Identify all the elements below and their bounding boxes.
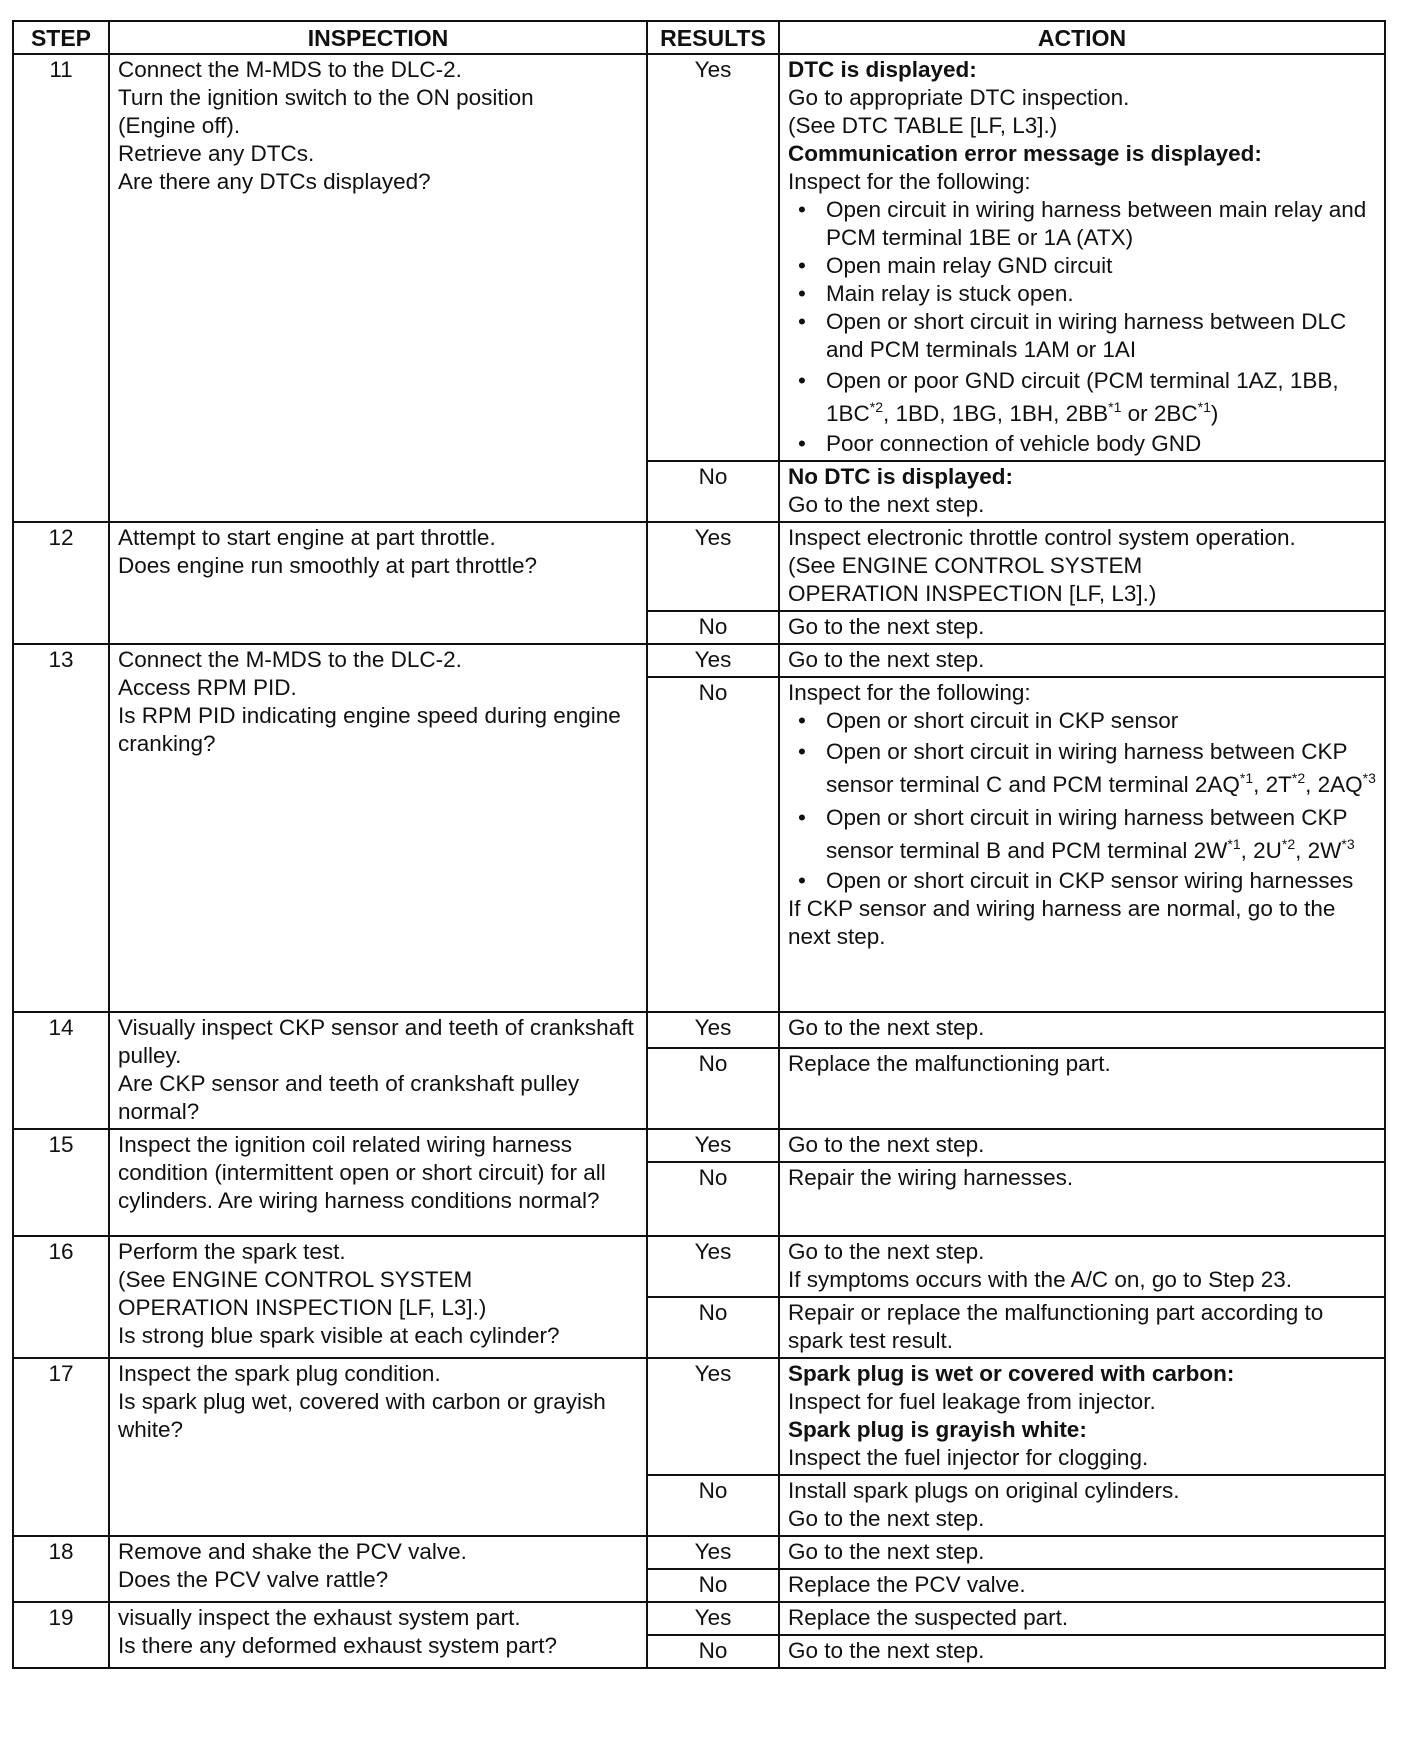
action-bullet-item: • Poor connection of vehicle body GND (788, 430, 1376, 458)
inspection-line: Access RPM PID. (118, 675, 297, 700)
page (12, 20, 1384, 1669)
action-text: (See DTC TABLE [LF, L3].) (788, 113, 1058, 138)
table-header-row (13, 21, 1385, 54)
action-text: Inspect electronic throttle control system operation. (788, 525, 1296, 550)
table-row (13, 1602, 1385, 1635)
result-no: No (647, 1635, 779, 1668)
action-text: Go to the next step. (788, 492, 985, 517)
header-inspection: INSPECTION (109, 21, 647, 54)
action-bullet-item: • Open or poor GND circuit (PCM terminal 1AZ, 1BB, 1BC$^{*2}$, 1BD, 1BG, 1BH, 2BB$^{*1}$ or 2BC$^{*1}$) (788, 364, 1376, 430)
step-number: 17 (13, 1358, 109, 1536)
inspection-line: Is RPM PID indicating engine speed during engine cranking? (118, 703, 621, 756)
action-cell (779, 611, 1385, 644)
action-text: (See ENGINE CONTROL SYSTEM (788, 553, 1143, 578)
action-text: If symptoms occurs with the A/C on, go to Step 23. (788, 1267, 1292, 1292)
step-number: 14 (13, 1012, 109, 1129)
inspection-line: Visually inspect CKP sensor and teeth of crankshaft pulley. (118, 1015, 634, 1068)
inspection-line: Does the PCV valve rattle? (118, 1567, 389, 1592)
result-yes: Yes (647, 1236, 779, 1297)
footnote-marker: *1 (1227, 836, 1241, 852)
action-text: Go to the next step. (788, 1239, 985, 1264)
inspection-line: Is strong blue spark visible at each cylinder? (118, 1323, 560, 1348)
footnote-marker: *1 (1108, 399, 1122, 415)
action-heading: Communication error message is displayed: (788, 141, 1262, 166)
inspection-cell (109, 1358, 647, 1536)
action-text: Replace the PCV valve. (788, 1572, 1026, 1597)
table-row (13, 1129, 1385, 1162)
result-yes: Yes (647, 522, 779, 611)
action-cell (779, 1536, 1385, 1569)
header-step: STEP (13, 21, 109, 54)
action-bullet-item: • Main relay is stuck open. (788, 280, 1376, 308)
action-cell (779, 677, 1385, 1012)
action-text: Inspect for the following: (788, 169, 1031, 194)
action-cell (779, 1635, 1385, 1668)
action-text: If CKP sensor and wiring harness are normal, go to the next step. (788, 896, 1336, 949)
action-cell (779, 1129, 1385, 1162)
action-heading: Spark plug is wet or covered with carbon: (788, 1361, 1235, 1386)
action-text: OPERATION INSPECTION [LF, L3].) (788, 581, 1157, 606)
action-bullet-item: • Open or short circuit in wiring harness between CKP sensor terminal C and PCM terminal 2AQ$^{*1}$, $2T^{*2}$, 2AQ$^{*3}$ (788, 735, 1376, 801)
inspection-cell (109, 522, 647, 644)
inspection-line: Inspect the spark plug condition. (118, 1361, 441, 1386)
inspection-cell (109, 1602, 647, 1668)
inspection-line: Is spark plug wet, covered with carbon or grayish white? (118, 1389, 606, 1442)
inspection-cell (109, 1236, 647, 1358)
footnote-marker: *2 (869, 399, 884, 415)
table-row (13, 1536, 1385, 1569)
action-text: Go to the next step. (788, 1132, 985, 1157)
step-number: 19 (13, 1602, 109, 1668)
result-no: No (647, 1162, 779, 1236)
inspection-cell (109, 1129, 647, 1236)
footnote-marker: *1 (1239, 770, 1254, 786)
inspection-line: Attempt to start engine at part throttle. (118, 525, 496, 550)
inspection-line: Remove and shake the PCV valve. (118, 1539, 467, 1564)
inspection-cell (109, 1012, 647, 1129)
action-text: Repair the wiring harnesses. (788, 1165, 1074, 1190)
result-no: No (647, 1569, 779, 1602)
action-text: Go to the next step. (788, 647, 985, 672)
inspection-line: Perform the spark test. (118, 1239, 346, 1264)
inspection-line: Retrieve any DTCs. (118, 141, 315, 166)
inspection-line: Connect the M-MDS to the DLC-2. (118, 57, 462, 82)
step-number: 18 (13, 1536, 109, 1602)
inspection-line: Are CKP sensor and teeth of crankshaft pulley normal? (118, 1071, 580, 1124)
footnote-marker: *2 (1281, 836, 1296, 852)
table-row (13, 644, 1385, 677)
table-row (13, 1012, 1385, 1048)
inspection-cell (109, 54, 647, 522)
action-text: Go to the next step. (788, 614, 985, 639)
inspection-cell (109, 644, 647, 1012)
action-text: Go to the next step. (788, 1015, 985, 1040)
footnote-marker: *3 (1362, 770, 1376, 786)
result-no: No (647, 611, 779, 644)
result-no: No (647, 677, 779, 1012)
action-text: Inspect for fuel leakage from injector. (788, 1389, 1156, 1414)
footnote-marker: *2 (1291, 770, 1306, 786)
inspection-line: Is there any deformed exhaust system part? (118, 1633, 557, 1658)
inspection-cell (109, 1536, 647, 1602)
result-yes: Yes (647, 644, 779, 677)
diagnostic-procedure-table (12, 20, 1386, 1669)
inspection-line: Connect the M-MDS to the DLC-2. (118, 647, 462, 672)
result-yes: Yes (647, 1536, 779, 1569)
result-no: No (647, 1048, 779, 1129)
inspection-line: Does engine run smoothly at part throttle? (118, 553, 537, 578)
action-cell (779, 1569, 1385, 1602)
action-text: Go to the next step. (788, 1539, 985, 1564)
action-heading: No DTC is displayed: (788, 464, 1014, 489)
action-cell (779, 461, 1385, 522)
result-no: No (647, 1297, 779, 1358)
action-cell (779, 1602, 1385, 1635)
action-cell (779, 1475, 1385, 1536)
inspection-line: Are there any DTCs displayed? (118, 169, 431, 194)
action-cell (779, 522, 1385, 611)
step-number: 11 (13, 54, 109, 522)
action-bullet-item: • Open or short circuit in CKP sensor (788, 707, 1376, 735)
table-row (13, 522, 1385, 611)
action-bullet-item: • Open or short circuit in wiring harness between CKP sensor terminal B and PCM terminal $2W^{*1}$, $2U^{*2}$, $2W^{*3}$ (788, 801, 1376, 867)
action-text: Replace the suspected part. (788, 1605, 1069, 1630)
action-text: Go to appropriate DTC inspection. (788, 85, 1130, 110)
action-heading: Spark plug is grayish white: (788, 1417, 1087, 1442)
action-bullet-item: • Open or short circuit in CKP sensor wiring harnesses (788, 867, 1376, 895)
inspection-line: Turn the ignition switch to the ON position (118, 85, 534, 110)
action-text: Go to the next step. (788, 1506, 985, 1531)
action-cell (779, 1358, 1385, 1475)
result-yes: Yes (647, 1129, 779, 1162)
inspection-line: (See ENGINE CONTROL SYSTEM (118, 1267, 473, 1292)
action-text: Repair or replace the malfunctioning part according to spark test result. (788, 1300, 1324, 1353)
action-cell (779, 1236, 1385, 1297)
step-number: 16 (13, 1236, 109, 1358)
action-cell (779, 1162, 1385, 1236)
action-text: Replace the malfunctioning part. (788, 1051, 1111, 1077)
action-cell (779, 54, 1385, 461)
result-yes: Yes (647, 1358, 779, 1475)
action-text: Inspect for the following: (788, 680, 1031, 705)
result-yes: Yes (647, 54, 779, 461)
action-bullet-item: • Open or short circuit in wiring harness between DLC and PCM terminals 1AM or 1AI (788, 308, 1376, 364)
action-cell (779, 1012, 1385, 1048)
header-action: ACTION (779, 21, 1385, 54)
footnote-marker: *1 (1197, 399, 1211, 415)
footnote-marker: *3 (1341, 836, 1355, 852)
result-yes: Yes (647, 1012, 779, 1048)
inspection-line: OPERATION INSPECTION [LF, L3].) (118, 1295, 487, 1320)
step-number: 12 (13, 522, 109, 644)
result-yes: Yes (647, 1602, 779, 1635)
table-row (13, 1358, 1385, 1475)
action-bullet-item: • Open circuit in wiring harness between main relay and PCM terminal 1BE or 1A (ATX) (788, 196, 1376, 252)
table-row (13, 1236, 1385, 1297)
result-no: No (647, 461, 779, 522)
action-cell (779, 1297, 1385, 1358)
action-text: Inspect the fuel injector for clogging. (788, 1445, 1149, 1470)
action-text: Go to the next step. (788, 1638, 985, 1663)
action-heading: DTC is displayed: (788, 57, 977, 82)
step-number: 15 (13, 1129, 109, 1236)
action-bullet-item: • Open main relay GND circuit (788, 252, 1376, 280)
header-results: RESULTS (647, 21, 779, 54)
action-cell (779, 1048, 1385, 1129)
inspection-line: Inspect the ignition coil related wiring harness condition (intermittent open or short circuit) for all cylinders. Are wiring harness conditions normal? (118, 1132, 606, 1213)
result-no: No (647, 1475, 779, 1536)
action-text: Install spark plugs on original cylinders. (788, 1478, 1180, 1503)
action-cell (779, 644, 1385, 677)
step-number: 13 (13, 644, 109, 1012)
inspection-line: (Engine off). (118, 113, 241, 138)
table-row (13, 54, 1385, 461)
inspection-line: visually inspect the exhaust system part. (118, 1605, 521, 1630)
table-body (13, 54, 1385, 1668)
